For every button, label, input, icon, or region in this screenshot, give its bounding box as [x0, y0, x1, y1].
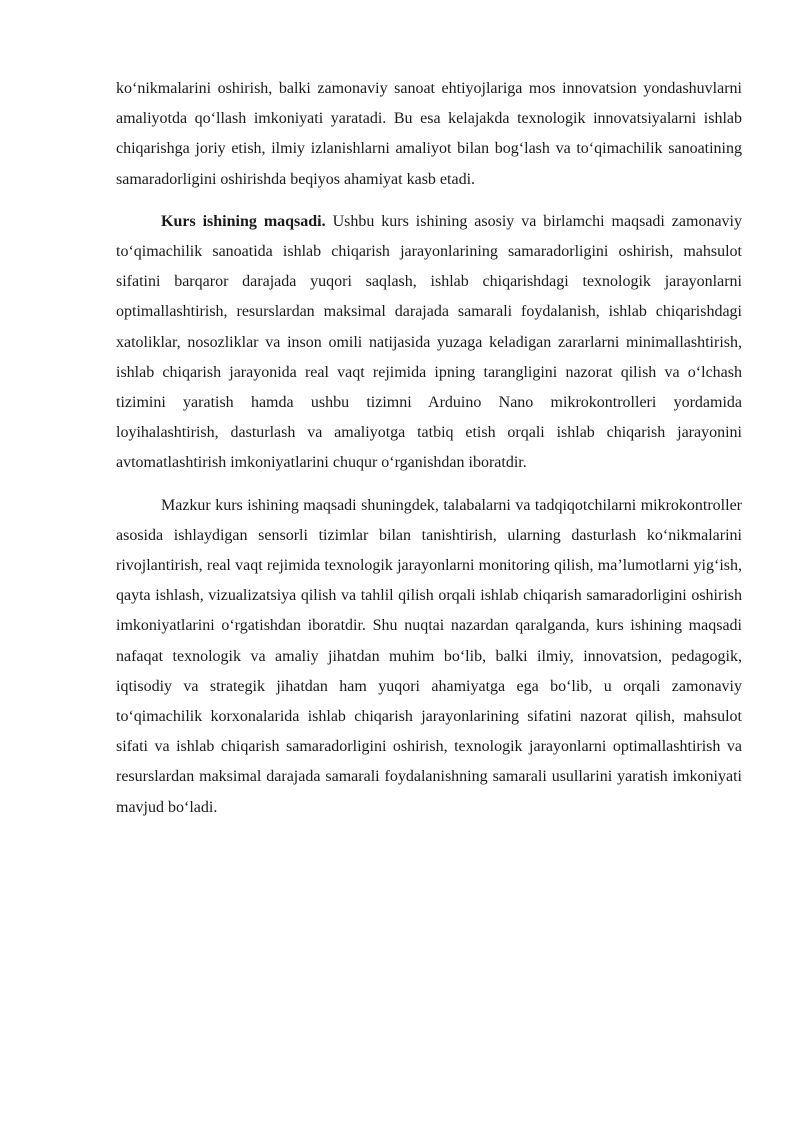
- paragraph-course-goal: [116, 207, 742, 479]
- body-text: [116, 74, 742, 823]
- paragraph-text: ko‘nikmalarini oshirish, balki zamonaviy sanoat ehtiyojlariga mos innovatsion yondashuvlarni amaliyotda qo‘llash imkoniyati yaratadi. Bu esa kelajakda texnologik innovatsiyalarni ishlab chiqarishga joriy etish, ilmiy izlanishlarni amaliyot bilan bog‘lash va to‘qimachilik sanoatining samaradorligini oshirishda beqiyos ahamiyat kasb etadi.: [116, 80, 742, 188]
- paragraph-continuation: [116, 74, 742, 195]
- paragraph-text: Mazkur kurs ishining maqsadi shuningdek, talabalarni va tadqiqotchilarni mikrokontroller asosida ishlaydigan sensorli tizimlar bilan tanishtirish, ularning dasturlash ko‘nikmalarini rivojlantirish, real vaqt rejimida texnologik jarayonlarni monitoring qilish, ma’lumotlarni yig‘ish, qayta ishlash, vizualizatsiya qilish va tahlil qilish orqali ishlab chiqarish samaradorligini oshirish imkoniyatlarini o‘rgatishdan iboratdir. Shu nuqtai nazardan qaralganda, kurs ishining maqsadi nafaqat texnologik va amaliy jihatdan muhim bo‘lib, balki ilmiy, innovatsion, pedagogik, iqtisodiy va strategik jihatdan ham yuqori ahamiyatga ega bo‘lib, u orqali zamonaviy to‘qimachilik korxonalarida ishlab chiqarish jarayonlarining sifatini nazorat qilish, mahsulot sifati va ishlab chiqarish samaradorligini oshirish, texnologik jarayonlarni optimallashtirish va resurslardan maksimal darajada samarali foydalanishning samarali usullarini yaratish imkoniyati mavjud bo‘ladi.: [116, 496, 742, 816]
- paragraph-text: Ushbu kurs ishining asosiy va birlamchi maqsadi zamonaviy to‘qimachilik sanoatida ishlab chiqarish jarayonlarining samaradorligini oshirish, mahsulot sifatini barqaror darajada yuqori saqlash, ishlab chiqarishdagi texnologik jarayonlarni optimallashtirish, resurslardan maksimal darajada samarali foydalanish, ishlab chiqarishdagi xatoliklar, nosozliklar va inson omili natijasida yuzaga keladigan zararlarni minimallashtirish, ishlab chiqarish jarayonida real vaqt rejimida ipning tarangligini nazorat qilish va o‘lchash tizimini yaratish hamda ushbu tizimni Arduino Nano mikrokontrolleri yordamida loyihalashtirish, dasturlash va amaliyotga tatbiq etish orqali ishlab chiqarish jarayonini avtomatlashtirish imkoniyatlarini chuqur o‘rganishdan iboratdir.: [116, 212, 743, 472]
- section-heading-inline: Kurs ishining maqsadi.: [161, 212, 326, 230]
- paragraph-goal-extended: [116, 491, 742, 823]
